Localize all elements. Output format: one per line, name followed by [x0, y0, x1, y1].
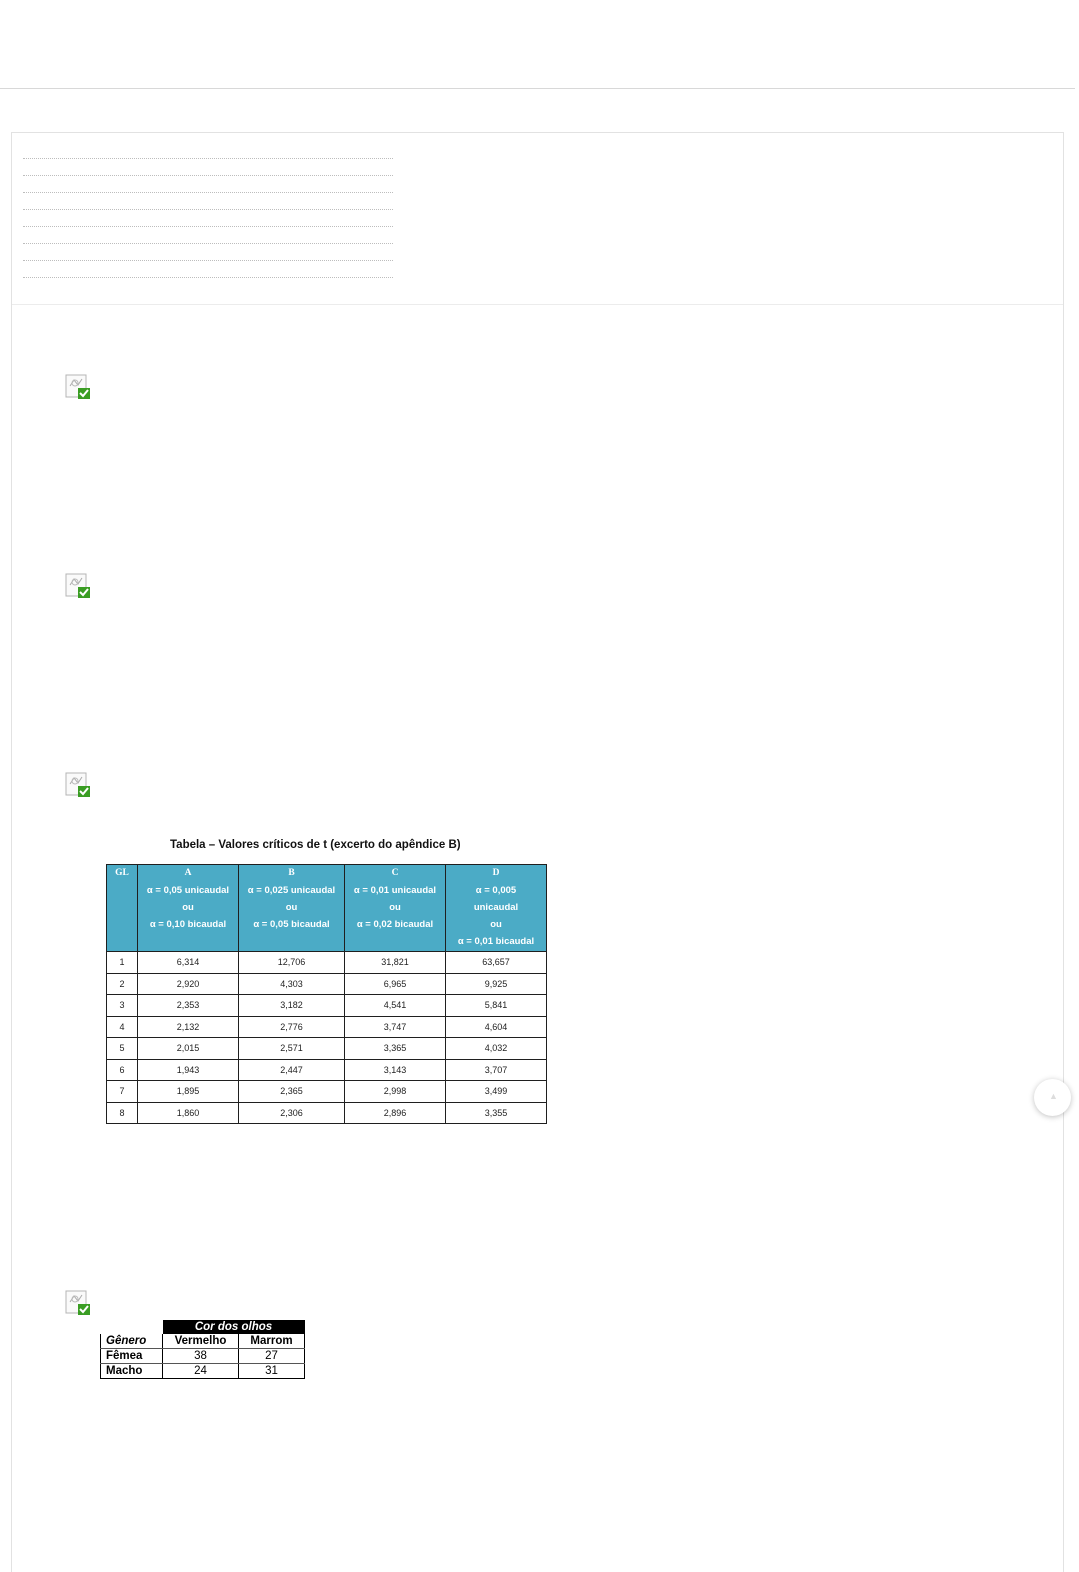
gl-cell: 3 [107, 995, 138, 1017]
eye-color-table [100, 1320, 305, 1379]
value-cell: 2,920 [138, 973, 239, 995]
value-cell: 4,032 [446, 1038, 547, 1060]
value-cell: 2,571 [239, 1038, 345, 1060]
value-cell: 3,355 [446, 1102, 547, 1124]
value-cell: 3,182 [239, 995, 345, 1017]
value-cell: 4,541 [345, 995, 446, 1017]
table-row [107, 1016, 547, 1038]
table-row [107, 1038, 547, 1060]
col-a-header: A α = 0,05 unicaudal ou α = 0,10 bicaudal [138, 865, 239, 952]
summary-line [23, 192, 393, 193]
row-label: Macho [101, 1364, 163, 1379]
gl-cell: 7 [107, 1081, 138, 1103]
table-row [101, 1334, 305, 1349]
value-cell: 1,860 [138, 1102, 239, 1124]
value-cell: 2,015 [138, 1038, 239, 1060]
value-cell: 2,306 [239, 1102, 345, 1124]
value-cell: 3,499 [446, 1081, 547, 1103]
question-correct-icon [65, 374, 91, 400]
empty-corner [101, 1320, 163, 1334]
scroll-top-icon: ▲ [1049, 1091, 1058, 1101]
value-cell: 6,314 [138, 952, 239, 974]
value-cell: 2,353 [138, 995, 239, 1017]
table-row [107, 973, 547, 995]
summary-line [23, 158, 393, 159]
gl-cell: 6 [107, 1059, 138, 1081]
marrom-header: Marrom [239, 1334, 305, 1349]
value-cell: 2,447 [239, 1059, 345, 1081]
genero-header: Gênero [101, 1334, 163, 1349]
value-cell: 31,821 [345, 952, 446, 974]
table-row [107, 995, 547, 1017]
question-correct-icon [65, 1290, 91, 1316]
value-cell: 5,841 [446, 995, 547, 1017]
value-cell: 2,132 [138, 1016, 239, 1038]
t-table-header-row [107, 865, 547, 952]
table-row [101, 1364, 305, 1379]
value-cell: 2,365 [239, 1081, 345, 1103]
table-row [107, 952, 547, 974]
table-row [107, 1081, 547, 1103]
value-cell: 38 [163, 1349, 239, 1364]
value-cell: 1,895 [138, 1081, 239, 1103]
vermelho-header: Vermelho [163, 1334, 239, 1349]
value-cell: 3,707 [446, 1059, 547, 1081]
value-cell: 63,657 [446, 952, 547, 974]
table-row [101, 1349, 305, 1364]
gl-cell: 5 [107, 1038, 138, 1060]
value-cell: 31 [239, 1364, 305, 1379]
col-c-header: C α = 0,01 unicaudal ou α = 0,02 bicaudal [345, 865, 446, 952]
gl-cell: 2 [107, 973, 138, 995]
table-row [107, 1102, 547, 1124]
value-cell: 27 [239, 1349, 305, 1364]
t-table-caption: Tabela – Valores críticos de t (excerto do apêndice B) [170, 839, 461, 851]
table-row [107, 1059, 547, 1081]
value-cell: 4,303 [239, 973, 345, 995]
value-cell: 2,896 [345, 1102, 446, 1124]
value-cell: 2,998 [345, 1081, 446, 1103]
gl-cell: 1 [107, 952, 138, 974]
scroll-top-button[interactable] [1034, 1079, 1071, 1116]
panel-summary [12, 133, 1063, 305]
value-cell: 2,776 [239, 1016, 345, 1038]
value-cell: 3,747 [345, 1016, 446, 1038]
value-cell: 1,943 [138, 1059, 239, 1081]
question-correct-icon [65, 573, 91, 599]
gl-cell: 8 [107, 1102, 138, 1124]
summary-line [23, 175, 393, 176]
summary-line [23, 209, 393, 210]
value-cell: 6,965 [345, 973, 446, 995]
col-b-header: B α = 0,025 unicaudal ou α = 0,05 bicaudal [239, 865, 345, 952]
summary-line [23, 277, 393, 278]
eye-color-title: Cor dos olhos [163, 1320, 305, 1334]
value-cell: 9,925 [446, 973, 547, 995]
value-cell: 12,706 [239, 952, 345, 974]
gl-cell: 4 [107, 1016, 138, 1038]
gl-header: GL [107, 865, 138, 952]
summary-line [23, 260, 393, 261]
header-divider [0, 88, 1075, 89]
value-cell: 3,365 [345, 1038, 446, 1060]
value-cell: 4,604 [446, 1016, 547, 1038]
value-cell: 24 [163, 1364, 239, 1379]
question-correct-icon [65, 772, 91, 798]
col-d-header: D α = 0,005 unicaudal ou α = 0,01 bicaudal [446, 865, 547, 952]
row-label: Fêmea [101, 1349, 163, 1364]
value-cell: 3,143 [345, 1059, 446, 1081]
summary-line [23, 243, 393, 244]
summary-line [23, 226, 393, 227]
t-critical-table [106, 864, 547, 1124]
